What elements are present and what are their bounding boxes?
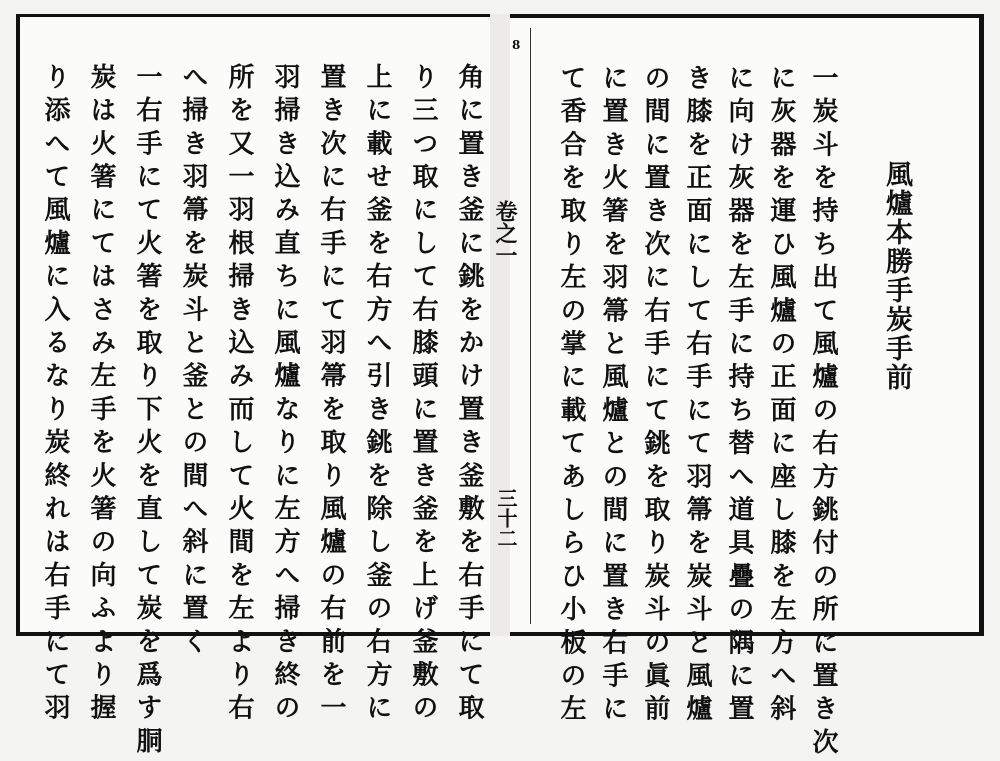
left-line-7: へ掃き羽箒を炭斗と釜との間へ斜に置く (178, 63, 208, 661)
volume-label: 卷之一 (492, 200, 518, 266)
right-page (492, 14, 984, 761)
right-line-6: に置き火箸を羽箒と風爐との間に置き右手に (598, 64, 628, 729)
left-line-8: 一右手にて火箸を取り下火を直して炭を爲す胴 (132, 63, 162, 761)
left-line-3: 上に載せ釜を右方へ引き銚を除し釜の右方に (362, 63, 392, 728)
right-line-5: の間に置き次に右手にて銚を取り炭斗の眞前 (640, 64, 670, 728)
left-page (16, 14, 490, 761)
corner-mark: 8 (512, 38, 521, 52)
left-line-2: り三つ取にして右膝頭に置き釜を上げ釜敷の (408, 63, 438, 728)
section-heading: 風爐本勝手炭手前 (881, 160, 912, 392)
left-line-10: り添へて風爐に入るなり炭終れは右手にて羽 (40, 63, 70, 727)
left-line-6: 所を又一羽根掃き込み而して火間を左より右 (224, 63, 254, 728)
right-line-2: に灰器を運ひ風爐の正面に座し膝を左方へ斜 (766, 64, 796, 728)
page-number: 三十二 (494, 488, 518, 548)
right-line-7: て香合を取り左の掌に載てあしらひ小板の左 (556, 64, 586, 728)
left-line-1: 角に置き釜に銚をかけ置き釜敷を右手にて取 (454, 63, 484, 727)
right-line-3: に向け灰器を左手に持ち替へ道具疊の隅に置 (724, 64, 754, 729)
margin-rule (530, 28, 531, 624)
left-line-9: 炭は火箸にてはさみ左手を火箸の向ふより握 (86, 63, 116, 727)
right-line-1: 一炭斗を持ち出て風爐の右方銚付の所に置き次 (808, 64, 838, 761)
left-line-5: 羽掃き込み直ちに風爐なりに左方へ掃き終の (270, 63, 300, 727)
right-line-4: き膝を正面にして右手にて羽箒を炭斗と風爐 (682, 64, 712, 728)
left-line-4: 置き次に右手にて羽箒を取り風爐の右前を一 (316, 63, 346, 727)
